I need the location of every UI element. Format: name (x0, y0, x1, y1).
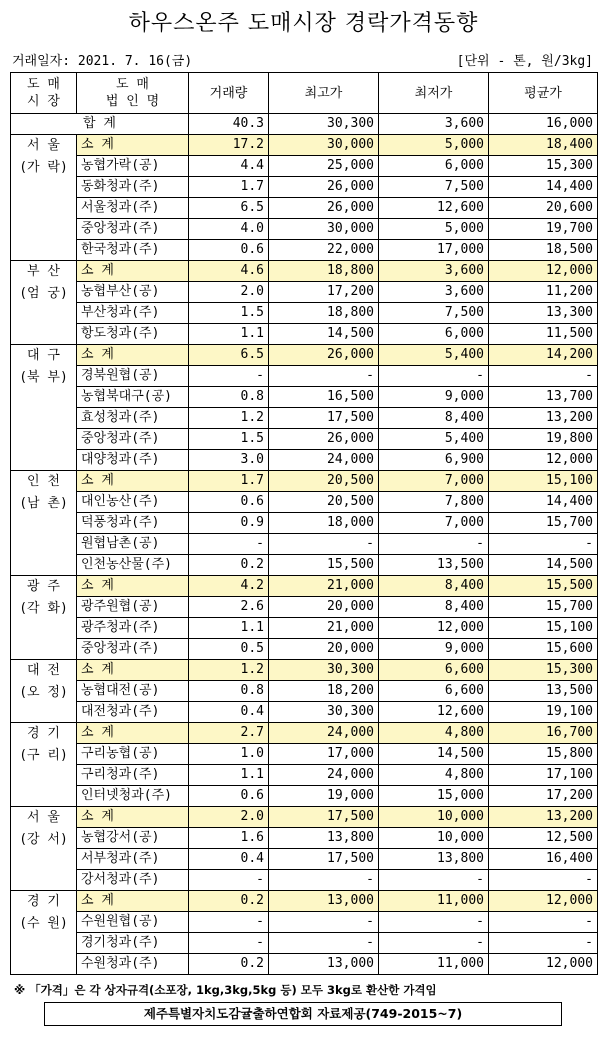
volume-cell: 1.5 (189, 429, 269, 450)
max-price-cell: 18,800 (269, 261, 379, 282)
volume-cell: 1.6 (189, 828, 269, 849)
corp-name-cell: 소 계 (77, 471, 189, 492)
header-min: 최저가 (379, 73, 489, 114)
min-price-cell: 8,400 (379, 576, 489, 597)
corp-name-cell: 동화청과(주) (77, 177, 189, 198)
market-name: 경 기 (27, 726, 60, 741)
table-row (11, 513, 598, 534)
volume-cell: 1.1 (189, 324, 269, 345)
market-name-cell (11, 807, 77, 891)
min-price-cell: 13,500 (379, 555, 489, 576)
corp-name-cell: 효성청과(주) (77, 408, 189, 429)
corp-name-cell: 농협강서(공) (77, 828, 189, 849)
header-market-line1: 도 매 (27, 77, 60, 92)
avg-price-cell: 12,000 (489, 891, 598, 912)
market-location: (오 정) (19, 685, 68, 700)
max-price-cell: 13,800 (269, 828, 379, 849)
volume-cell: 2.0 (189, 807, 269, 828)
avg-price-cell: 15,800 (489, 744, 598, 765)
min-price-cell: - (379, 366, 489, 387)
avg-price-cell: 15,100 (489, 618, 598, 639)
max-price-cell: 26,000 (269, 198, 379, 219)
market-name: 서 울 (27, 138, 60, 153)
min-price-cell: 6,600 (379, 681, 489, 702)
market-location: (강 서) (19, 832, 68, 847)
table-row (11, 303, 598, 324)
corp-name-cell: 서부청과(주) (77, 849, 189, 870)
min-price-cell: 5,400 (379, 345, 489, 366)
volume-cell: 4.4 (189, 156, 269, 177)
avg-price-cell: - (489, 912, 598, 933)
min-price-cell: - (379, 870, 489, 891)
total-row (11, 114, 598, 135)
max-price-cell: 14,500 (269, 324, 379, 345)
total-volume: 40.3 (189, 114, 269, 135)
volume-cell: 4.6 (189, 261, 269, 282)
max-price-cell: 25,000 (269, 156, 379, 177)
corp-name-cell: 수원원협(공) (77, 912, 189, 933)
volume-cell: 1.7 (189, 471, 269, 492)
subtotal-row (11, 723, 598, 744)
subtotal-row (11, 807, 598, 828)
table-row (11, 933, 598, 954)
table-row (11, 324, 598, 345)
table-body (11, 114, 598, 975)
volume-cell: 1.7 (189, 177, 269, 198)
table-row (11, 387, 598, 408)
subtotal-row (11, 345, 598, 366)
volume-cell: - (189, 870, 269, 891)
header-max: 최고가 (269, 73, 379, 114)
avg-price-cell: 18,400 (489, 135, 598, 156)
table-row (11, 597, 598, 618)
market-name-cell (11, 891, 77, 975)
min-price-cell: 11,000 (379, 954, 489, 975)
avg-price-cell: 19,100 (489, 702, 598, 723)
market-name-cell (11, 660, 77, 723)
market-name-cell (11, 135, 77, 261)
min-price-cell: 13,800 (379, 849, 489, 870)
avg-price-cell: 15,600 (489, 639, 598, 660)
corp-name-cell: 농협가락(공) (77, 156, 189, 177)
volume-cell: 17.2 (189, 135, 269, 156)
volume-cell: 0.6 (189, 240, 269, 261)
volume-cell: 1.0 (189, 744, 269, 765)
min-price-cell: 6,000 (379, 156, 489, 177)
volume-cell: 4.0 (189, 219, 269, 240)
avg-price-cell: - (489, 534, 598, 555)
table-row (11, 639, 598, 660)
table-row (11, 954, 598, 975)
avg-price-cell: 14,400 (489, 177, 598, 198)
max-price-cell: 24,000 (269, 765, 379, 786)
corp-name-cell: 광주원협(공) (77, 597, 189, 618)
table-row (11, 849, 598, 870)
avg-price-cell: 15,500 (489, 576, 598, 597)
corp-name-cell: 경북원협(공) (77, 366, 189, 387)
header-volume: 거래량 (189, 73, 269, 114)
unit-label: [단위 - 톤, 원/3kg] (456, 54, 593, 69)
table-row (11, 744, 598, 765)
subtotal-row (11, 576, 598, 597)
min-price-cell: 4,800 (379, 765, 489, 786)
market-name-cell (11, 471, 77, 576)
max-price-cell: 30,000 (269, 135, 379, 156)
min-price-cell: 12,000 (379, 618, 489, 639)
max-price-cell: 22,000 (269, 240, 379, 261)
avg-price-cell: 16,700 (489, 723, 598, 744)
corp-name-cell: 중앙청과(주) (77, 429, 189, 450)
min-price-cell: 10,000 (379, 828, 489, 849)
avg-price-cell: 17,200 (489, 786, 598, 807)
avg-price-cell: 12,500 (489, 828, 598, 849)
market-name-cell (11, 345, 77, 471)
avg-price-cell: 18,500 (489, 240, 598, 261)
volume-cell: 0.8 (189, 387, 269, 408)
table-row (11, 912, 598, 933)
max-price-cell: 17,500 (269, 849, 379, 870)
table-row (11, 828, 598, 849)
max-price-cell: 13,000 (269, 891, 379, 912)
volume-cell: 1.2 (189, 408, 269, 429)
avg-price-cell: - (489, 870, 598, 891)
avg-price-cell: 15,700 (489, 513, 598, 534)
avg-price-cell: 12,000 (489, 450, 598, 471)
table-row (11, 408, 598, 429)
min-price-cell: 9,000 (379, 639, 489, 660)
market-name: 대 구 (27, 348, 60, 363)
volume-cell: 0.9 (189, 513, 269, 534)
max-price-cell: 21,000 (269, 576, 379, 597)
corp-name-cell: 농협대전(공) (77, 681, 189, 702)
market-location: (남 촌) (19, 496, 68, 511)
source-box: 제주특별자치도감귤출하연합회 자료제공(749-2015~7) (44, 1002, 562, 1026)
min-price-cell: 5,400 (379, 429, 489, 450)
max-price-cell: 21,000 (269, 618, 379, 639)
min-price-cell: 10,000 (379, 807, 489, 828)
min-price-cell: 9,000 (379, 387, 489, 408)
header-market (11, 73, 77, 114)
volume-cell: 3.0 (189, 450, 269, 471)
min-price-cell: 8,400 (379, 408, 489, 429)
table-row (11, 429, 598, 450)
min-price-cell: - (379, 534, 489, 555)
min-price-cell: 8,400 (379, 597, 489, 618)
market-name: 서 울 (27, 810, 60, 825)
min-price-cell: 17,000 (379, 240, 489, 261)
corp-name-cell: 소 계 (77, 261, 189, 282)
avg-price-cell: 14,500 (489, 555, 598, 576)
max-price-cell: - (269, 933, 379, 954)
min-price-cell: 3,600 (379, 261, 489, 282)
min-price-cell: 6,000 (379, 324, 489, 345)
max-price-cell: 13,000 (269, 954, 379, 975)
total-max: 30,300 (269, 114, 379, 135)
max-price-cell: 18,200 (269, 681, 379, 702)
total-avg: 16,000 (489, 114, 598, 135)
avg-price-cell: 13,700 (489, 387, 598, 408)
total-min: 3,600 (379, 114, 489, 135)
max-price-cell: 17,500 (269, 408, 379, 429)
market-name: 경 기 (27, 894, 60, 909)
min-price-cell: 14,500 (379, 744, 489, 765)
corp-name-cell: 농협북대구(공) (77, 387, 189, 408)
market-name: 대 전 (27, 663, 60, 678)
max-price-cell: 30,300 (269, 702, 379, 723)
table-header-row (11, 73, 598, 114)
subtotal-row (11, 135, 598, 156)
subtotal-row (11, 261, 598, 282)
table-row (11, 765, 598, 786)
corp-name-cell: 소 계 (77, 891, 189, 912)
volume-cell: 4.2 (189, 576, 269, 597)
avg-price-cell: 11,200 (489, 282, 598, 303)
avg-price-cell: 12,000 (489, 954, 598, 975)
volume-cell: 1.2 (189, 660, 269, 681)
avg-price-cell: - (489, 933, 598, 954)
corp-name-cell: 덕풍청과(주) (77, 513, 189, 534)
max-price-cell: - (269, 912, 379, 933)
table-row (11, 177, 598, 198)
corp-name-cell: 소 계 (77, 576, 189, 597)
volume-cell: 2.0 (189, 282, 269, 303)
avg-price-cell: 17,100 (489, 765, 598, 786)
corp-name-cell: 중앙청과(주) (77, 219, 189, 240)
volume-cell: 0.5 (189, 639, 269, 660)
market-name-cell (11, 723, 77, 807)
table-row (11, 198, 598, 219)
volume-cell: - (189, 933, 269, 954)
max-price-cell: - (269, 534, 379, 555)
min-price-cell: 3,600 (379, 282, 489, 303)
header-corp-line1: 도 매 (116, 77, 149, 92)
avg-price-cell: 13,200 (489, 408, 598, 429)
volume-cell: 0.2 (189, 555, 269, 576)
corp-name-cell: 소 계 (77, 807, 189, 828)
subtotal-row (11, 660, 598, 681)
table-row (11, 492, 598, 513)
table-row (11, 450, 598, 471)
avg-price-cell: 13,500 (489, 681, 598, 702)
table-row (11, 786, 598, 807)
market-location: (구 리) (19, 748, 68, 763)
corp-name-cell: 대인농산(주) (77, 492, 189, 513)
max-price-cell: 20,000 (269, 639, 379, 660)
volume-cell: 1.1 (189, 618, 269, 639)
volume-cell: 0.8 (189, 681, 269, 702)
corp-name-cell: 항도청과(주) (77, 324, 189, 345)
report-title: 하우스온주 도매시장 경락가격동향 (128, 11, 479, 36)
volume-cell: - (189, 912, 269, 933)
table-row (11, 681, 598, 702)
market-location: (수 원) (19, 916, 68, 931)
corp-name-cell: 구리청과(주) (77, 765, 189, 786)
market-location: (가 락) (19, 160, 68, 175)
max-price-cell: 20,000 (269, 597, 379, 618)
max-price-cell: 18,000 (269, 513, 379, 534)
max-price-cell: - (269, 366, 379, 387)
volume-cell: 1.1 (189, 765, 269, 786)
avg-price-cell: 19,700 (489, 219, 598, 240)
corp-name-cell: 대전청과(주) (77, 702, 189, 723)
header-corp (77, 73, 189, 114)
volume-cell: 6.5 (189, 345, 269, 366)
market-name: 인 천 (27, 474, 60, 489)
max-price-cell: 19,000 (269, 786, 379, 807)
volume-cell: 0.2 (189, 954, 269, 975)
avg-price-cell: 16,400 (489, 849, 598, 870)
min-price-cell: - (379, 912, 489, 933)
price-table (10, 72, 598, 975)
volume-cell: 0.4 (189, 849, 269, 870)
volume-cell: 6.5 (189, 198, 269, 219)
corp-name-cell: 소 계 (77, 345, 189, 366)
avg-price-cell: 19,800 (489, 429, 598, 450)
min-price-cell: 6,900 (379, 450, 489, 471)
volume-cell: - (189, 534, 269, 555)
market-location: (각 화) (19, 601, 68, 616)
table-row (11, 156, 598, 177)
avg-price-cell: 13,200 (489, 807, 598, 828)
corp-name-cell: 구리농협(공) (77, 744, 189, 765)
min-price-cell: 12,600 (379, 198, 489, 219)
volume-cell: 2.6 (189, 597, 269, 618)
avg-price-cell: 15,700 (489, 597, 598, 618)
total-label: 합 계 (11, 114, 189, 135)
min-price-cell: 12,600 (379, 702, 489, 723)
avg-price-cell: - (489, 366, 598, 387)
avg-price-cell: 14,200 (489, 345, 598, 366)
market-location: (북 부) (19, 370, 68, 385)
max-price-cell: 24,000 (269, 723, 379, 744)
table-row (11, 219, 598, 240)
min-price-cell: - (379, 933, 489, 954)
volume-cell: 0.2 (189, 891, 269, 912)
table-row (11, 534, 598, 555)
market-name-cell (11, 261, 77, 345)
subtotal-row (11, 471, 598, 492)
max-price-cell: 26,000 (269, 429, 379, 450)
avg-price-cell: 15,100 (489, 471, 598, 492)
min-price-cell: 5,000 (379, 219, 489, 240)
corp-name-cell: 원협남촌(공) (77, 534, 189, 555)
corp-name-cell: 인천농산물(주) (77, 555, 189, 576)
volume-cell: - (189, 366, 269, 387)
avg-price-cell: 15,300 (489, 156, 598, 177)
min-price-cell: 7,500 (379, 303, 489, 324)
avg-price-cell: 20,600 (489, 198, 598, 219)
corp-name-cell: 인터넷청과(주) (77, 786, 189, 807)
min-price-cell: 6,600 (379, 660, 489, 681)
trade-date: 거래일자: 2021. 7. 16(금) (12, 54, 193, 69)
min-price-cell: 7,500 (379, 177, 489, 198)
volume-cell: 2.7 (189, 723, 269, 744)
table-row (11, 618, 598, 639)
volume-cell: 0.6 (189, 786, 269, 807)
avg-price-cell: 11,500 (489, 324, 598, 345)
min-price-cell: 7,000 (379, 513, 489, 534)
corp-name-cell: 서울청과(주) (77, 198, 189, 219)
table-row (11, 870, 598, 891)
max-price-cell: 24,000 (269, 450, 379, 471)
table-row (11, 240, 598, 261)
avg-price-cell: 14,400 (489, 492, 598, 513)
max-price-cell: - (269, 870, 379, 891)
avg-price-cell: 13,300 (489, 303, 598, 324)
min-price-cell: 11,000 (379, 891, 489, 912)
max-price-cell: 20,500 (269, 492, 379, 513)
corp-name-cell: 수원청과(주) (77, 954, 189, 975)
min-price-cell: 15,000 (379, 786, 489, 807)
avg-price-cell: 12,000 (489, 261, 598, 282)
min-price-cell: 7,800 (379, 492, 489, 513)
max-price-cell: 17,000 (269, 744, 379, 765)
corp-name-cell: 광주청과(주) (77, 618, 189, 639)
table-row (11, 702, 598, 723)
avg-price-cell: 15,300 (489, 660, 598, 681)
max-price-cell: 17,200 (269, 282, 379, 303)
subtotal-row (11, 891, 598, 912)
corp-name-cell: 소 계 (77, 135, 189, 156)
corp-name-cell: 소 계 (77, 660, 189, 681)
corp-name-cell: 중앙청과(주) (77, 639, 189, 660)
max-price-cell: 16,500 (269, 387, 379, 408)
header-market-line2: 시 장 (27, 94, 60, 109)
corp-name-cell: 부산청과(주) (77, 303, 189, 324)
table-row (11, 555, 598, 576)
market-name: 광 주 (27, 579, 60, 594)
max-price-cell: 30,300 (269, 660, 379, 681)
table-row (11, 282, 598, 303)
corp-name-cell: 대양청과(주) (77, 450, 189, 471)
min-price-cell: 4,800 (379, 723, 489, 744)
table-row (11, 366, 598, 387)
min-price-cell: 5,000 (379, 135, 489, 156)
max-price-cell: 30,000 (269, 219, 379, 240)
market-name: 부 산 (27, 264, 60, 279)
market-name-cell (11, 576, 77, 660)
corp-name-cell: 경기청과(주) (77, 933, 189, 954)
max-price-cell: 20,500 (269, 471, 379, 492)
corp-name-cell: 농협부산(공) (77, 282, 189, 303)
max-price-cell: 26,000 (269, 345, 379, 366)
corp-name-cell: 소 계 (77, 723, 189, 744)
volume-cell: 0.6 (189, 492, 269, 513)
corp-name-cell: 한국청과(주) (77, 240, 189, 261)
max-price-cell: 26,000 (269, 177, 379, 198)
corp-name-cell: 강서청과(주) (77, 870, 189, 891)
max-price-cell: 17,500 (269, 807, 379, 828)
market-location: (엄 궁) (19, 286, 68, 301)
min-price-cell: 7,000 (379, 471, 489, 492)
footnote: ※ 「가격」은 각 상자규격(소포장, 1kg,3kg,5kg 등) 모두 3kg로 환산한 가격임 (14, 983, 437, 997)
header-corp-line2: 법 인 명 (105, 94, 160, 109)
max-price-cell: 18,800 (269, 303, 379, 324)
header-avg: 평균가 (489, 73, 598, 114)
volume-cell: 0.4 (189, 702, 269, 723)
volume-cell: 1.5 (189, 303, 269, 324)
max-price-cell: 15,500 (269, 555, 379, 576)
